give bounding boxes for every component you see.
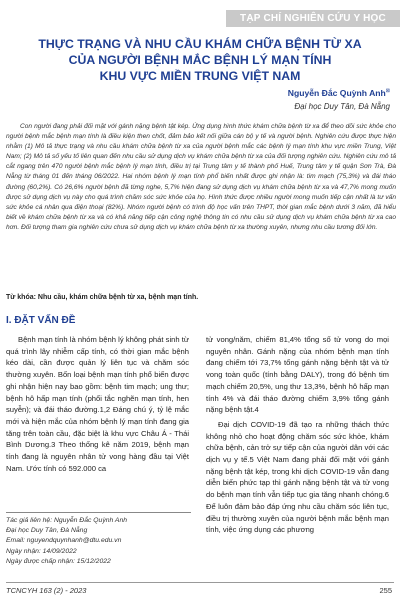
- footer-divider: [6, 582, 394, 583]
- keywords: [6, 294, 396, 301]
- author-affiliation: Đại học Duy Tân, Đà Nẵng: [294, 102, 390, 111]
- body-paragraph: Bệnh mạn tính là nhóm bệnh lý không phát sinh từ quá trình lây nhiễm cấp tính, có thời gian mắc bệnh kéo dài, cần được quản lý liên tục và chăm sóc thường xuyên. Bốn loại bệnh mạn tính phổ biến được ghi nhận hiện nay bao gồm: bệnh tim mạch; ung thư; bệnh hô hấp mạn tính (phổi tắc nghẽn mạn tính, hen suyễn); và đái tháo đường.1,2 Đáng chú ý, tỷ lệ mắc mới và hiện mắc của nhóm bệnh lý mạn tính đang gia tăng trên toàn cầu, đặc biệt là khu vực Châu Á - Thái Bình Dương.3 Theo thống kê năm 2019, bệnh mạn tính đang là nguyên nhân tử vong hàng đầu tại Việt Nam. Ước tính có 592.000 ca: [6, 335, 189, 473]
- journal-header-banner: TẠP CHÍ NGHIÊN CỨU Y HỌC: [226, 10, 400, 27]
- footnote-accepted: Ngày được chấp nhận: 15/12/2022: [6, 557, 111, 565]
- section-heading: I. ĐẶT VẤN ĐỀ: [6, 315, 76, 326]
- body-paragraph: tử vong/năm, chiếm 81,4% tổng số tử vong do mọi nguyên nhân. Gánh nặng của nhóm bệnh mạn tính đang chiếm tới 73,7% tổng gánh nặng bệnh tật và tử vong toàn quốc (tính bằng DALY), trong đó bệnh tim mạch chiếm 20,5%, ung thư 13,3%, bệnh hô hấp mạn tính 4% và đái tháo đường chiếm 3,9% tổng gánh nặng bệnh tật.4: [206, 335, 389, 415]
- footnote-author: Tác giả liên hệ: Nguyễn Đắc Quỳnh Anh: [6, 517, 128, 524]
- corresponding-marker: ⊠: [385, 88, 390, 95]
- journal-issue: TCNCYH 163 (2) - 2023: [6, 586, 87, 595]
- article-title: [20, 36, 380, 84]
- body-column-right: [206, 334, 389, 536]
- body-column-left: [6, 334, 189, 474]
- footnote-received: Ngày nhận: 14/09/2022: [6, 547, 77, 555]
- keywords-label: Từ khóa:: [6, 294, 36, 301]
- correspondence-footnote: [6, 516, 196, 567]
- footnote-divider: [6, 512, 191, 513]
- abstract: Con người đang phải đối mặt với gánh nặng bệnh tật kép. Ứng dụng hình thức khám chữa bệnh từ xa để theo dõi sức khỏe cho người bệnh mắc bệnh mạn tính là điều kiện then chốt, đảm bảo kết nối giữa cán bộ y tế và người bệnh. Nghiên cứu được thực hiện nhằm (1) Mô tả thực trạng và nhu cầu khám chữa bệnh từ xa của người bệnh mắc các bệnh lý mạn tính khu vực miền Trung, Việt Nam; (2) Mô tả số yếu tố liên quan đến nhu cầu sử dụng dịch vụ khám chữa bệnh từ xa của đối tượng nghiên cứu. Nghiên cứu mô tả cắt ngang trên 470 người bệnh mắc bệnh lý mạn tính, điều trị tại Trung tâm y tế thành phố Huế, Trung tâm y tế quận Sơn Trà, Đà Nẵng từ tháng 01 đến tháng 06/2022. Hai nhóm bệnh lý mạn tính phổ biến nhất được ghi nhận là: tim mạch (75,3%) và đái tháo đường (60,2%). Có 26,6% người bệnh đã từng nghe, 5,7% hiện đang sử dụng dịch vụ khám chữa bệnh từ xa và 47,7% mong muốn được sử dụng dịch vụ này cho quá trình chăm sóc sức khỏe của họ. Hình thức được nhiều người mong muốn tiếp cận nhất là tư vấn sức khỏe cá nhân qua điện thoại (82%). Nhóm người bệnh có trình độ học vấn trên THPT, thời gian mắc bệnh dưới 3 năm, đã hiểu biết về khám chữa bệnh từ xa và có khả năng tiếp cận công nghệ thông tin có nhu cầu sử dụng dịch vụ khám chữa bệnh từ xa cao hơn. Đối tượng tham gia nghiên cứu chưa sử dụng dịch vụ khám chữa bệnh từ xa thường xuyên, nhưng nhu cầu tương đối lớn.: [6, 123, 396, 231]
- keywords-text: Nhu cầu, khám chữa bệnh từ xa, bệnh mạn tính.: [37, 294, 199, 301]
- author-name: Nguyễn Đắc Quỳnh Anh: [287, 88, 386, 98]
- title-line-1: THỰC TRẠNG VÀ NHU CẦU KHÁM CHỮA BỆNH TỪ XA: [38, 37, 362, 51]
- footnote-affiliation: Đại học Duy Tân, Đà Nẵng: [6, 527, 88, 535]
- title-line-2: CỦA NGƯỜI BỆNH MẮC BỆNH LÝ MẠN TÍNH: [68, 53, 332, 67]
- page-number: 255: [379, 586, 392, 595]
- footnote-email: Email: nguyendquynhanh@dtu.edu.vn: [6, 537, 122, 545]
- author-byline: [288, 88, 390, 98]
- body-paragraph: Đại dịch COVID-19 đã tạo ra những thách thức không nhỏ cho hoạt động chăm sóc sức khỏe, khám chữa bệnh, cản trở sự tiếp cận của người dân với các dịch vụ y tế.5 Việt Nam đang phải đối mặt với gánh nặng bệnh tật kép, trong khi dịch COVID-19 vẫn đang diễn biến phức tạp thì gánh nặng bệnh tật và tử vong do bệnh mạn tính vẫn tiếp tục gia tăng nhanh chóng.6 Để luôn đảm bảo đáp ứng nhu cầu chăm sóc liên tục, điều trị thường xuyên của người bệnh mắc bệnh mạn tính, việc ứng dụng các phương: [206, 419, 389, 535]
- title-line-3: KHU VỰC MIỀN TRUNG VIỆT NAM: [99, 69, 301, 83]
